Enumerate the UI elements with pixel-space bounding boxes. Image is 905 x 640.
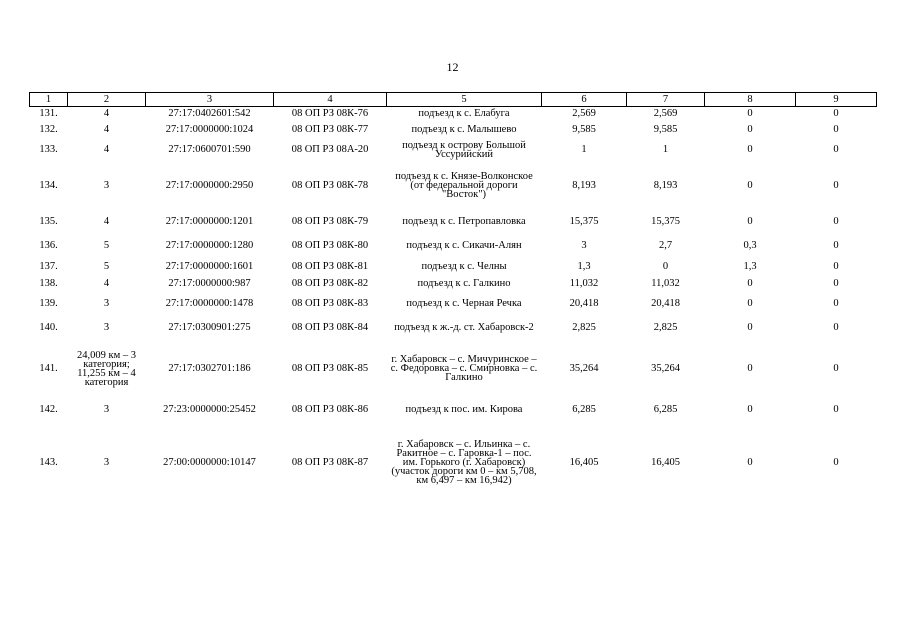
road-name: подъезд к с. Галкино — [417, 277, 511, 289]
header-col-7: 7 — [627, 93, 705, 107]
row-number: 139. — [39, 298, 58, 309]
road-id: 08 ОП РЗ 08К-78 — [291, 180, 369, 191]
gravel-length: 0 — [747, 123, 753, 135]
total-length: 8,193 — [572, 180, 596, 191]
road-name: подъезд к с. Елабуга — [418, 108, 510, 120]
road-category: 3 — [103, 457, 110, 468]
roads-table — [29, 92, 877, 504]
asphalt-length: 1 — [662, 144, 669, 155]
road-name: г. Хабаровск – с. Мичуринское – с. Федоровка – с. Смирновка – с. Галкино — [390, 354, 538, 383]
asphalt-length: 0 — [662, 260, 669, 272]
gravel-length: 0 — [747, 298, 753, 309]
cadastral-number: 27:17:0000000:2950 — [165, 180, 254, 191]
road-id: 08 ОП РЗ 08К-85 — [291, 363, 369, 374]
road-category: 24,009 км – 3 категория; 11,255 км – 4 категория — [77, 349, 136, 388]
road-id: 08 ОП РЗ 08К-83 — [291, 298, 369, 309]
table-row — [30, 316, 877, 340]
road-id: 08 ОП РЗ 08К-76 — [291, 108, 369, 120]
gravel-length: 0 — [747, 180, 753, 191]
road-name: подъезд к с. Челны — [421, 260, 507, 272]
gravel-length: 0 — [747, 144, 753, 155]
road-category: 4 — [103, 277, 110, 289]
table-row — [30, 292, 877, 316]
gravel-length: 0 — [747, 277, 753, 289]
asphalt-length: 35,264 — [651, 363, 680, 374]
road-id: 08 ОП РЗ 08К-77 — [291, 123, 369, 135]
road-category: 3 — [103, 404, 110, 415]
header-col-5: 5 — [387, 93, 542, 107]
road-category: 4 — [103, 144, 110, 155]
road-category: 3 — [103, 322, 110, 333]
earth-length: 0 — [833, 404, 839, 415]
road-category: 5 — [103, 240, 110, 251]
table-row — [30, 138, 877, 162]
asphalt-length: 11,032 — [651, 277, 680, 289]
row-number: 138. — [39, 277, 58, 289]
row-number: 131. — [39, 108, 58, 120]
table-row — [30, 258, 877, 275]
earth-length: 0 — [833, 457, 839, 468]
header-row — [30, 93, 877, 107]
road-name: подъезд к ж.-д. ст. Хабаровск-2 — [394, 322, 534, 333]
gravel-length: 0,3 — [743, 240, 757, 251]
row-number: 136. — [39, 240, 58, 251]
road-id: 08 ОП РЗ 08А-20 — [291, 144, 369, 155]
road-id: 08 ОП РЗ 08К-80 — [291, 240, 369, 251]
header-col-3: 3 — [146, 93, 274, 107]
table-body — [30, 107, 877, 504]
gravel-length: 0 — [747, 404, 753, 415]
total-length: 15,375 — [569, 216, 599, 227]
earth-length: 0 — [833, 123, 839, 135]
road-id: 08 ОП РЗ 08К-86 — [291, 404, 369, 415]
road-name: г. Хабаровск – с. Ильинка – с. Ракитное – с. Гаровка-1 – пос. им. Горького (г. Хабаровск) (участок дороги км 0 – км 5,708, км 6,497 – км 16,942) — [391, 439, 537, 486]
road-name: подъезд к с. Князе-Волконское (от федеральной дороги "Восток") — [395, 171, 533, 200]
cadastral-number: 27:17:0000000:1024 — [165, 123, 254, 135]
gravel-length: 0 — [747, 322, 753, 333]
road-id: 08 ОП РЗ 08К-87 — [291, 457, 369, 468]
total-length: 3 — [581, 240, 587, 251]
road-id: 08 ОП РЗ 08К-81 — [291, 260, 369, 272]
earth-length: 0 — [833, 240, 839, 251]
earth-length: 0 — [833, 298, 839, 309]
earth-length: 0 — [833, 144, 839, 155]
road-category: 5 — [103, 260, 110, 272]
road-category: 3 — [103, 180, 110, 191]
table-row — [30, 121, 877, 138]
asphalt-length: 2,825 — [653, 322, 678, 333]
road-id: 08 ОП РЗ 08К-84 — [291, 322, 369, 333]
cadastral-number: 27:17:0402601:542 — [168, 108, 251, 120]
row-number: 133. — [39, 144, 58, 155]
header-col-9: 9 — [796, 93, 877, 107]
road-name: подъезд к с. Черная Речка — [406, 298, 522, 309]
asphalt-length: 2,569 — [653, 108, 678, 120]
earth-length: 0 — [833, 277, 839, 289]
road-category: 4 — [103, 108, 110, 120]
earth-length: 0 — [833, 180, 839, 191]
asphalt-length: 2,7 — [658, 240, 673, 251]
table-row — [30, 275, 877, 292]
header-col-8: 8 — [705, 93, 796, 107]
total-length: 2,825 — [572, 322, 596, 333]
row-number: 143. — [39, 457, 58, 468]
cadastral-number: 27:17:0000000:1478 — [165, 298, 254, 309]
total-length: 11,032 — [569, 277, 599, 289]
gravel-length: 0 — [747, 457, 753, 468]
cadastral-number: 27:17:0300901:275 — [168, 322, 251, 333]
cadastral-number: 27:17:0600701:590 — [168, 144, 251, 155]
asphalt-length: 16,405 — [651, 457, 680, 468]
asphalt-length: 9,585 — [653, 123, 678, 135]
cadastral-number: 27:17:0000000:1201 — [165, 216, 254, 227]
total-length: 35,264 — [569, 363, 599, 374]
earth-length: 0 — [833, 108, 839, 120]
earth-length: 0 — [833, 322, 839, 333]
total-length: 9,585 — [572, 123, 596, 135]
road-name: подъезд к с. Малышево — [411, 123, 517, 135]
cadastral-number: 27:17:0000000:987 — [168, 277, 251, 289]
header-col-4: 4 — [274, 93, 387, 107]
asphalt-length: 15,375 — [651, 216, 680, 227]
road-id: 08 ОП РЗ 08К-79 — [291, 216, 369, 227]
row-number: 134. — [39, 180, 58, 191]
table-row — [30, 422, 877, 504]
earth-length: 0 — [833, 216, 839, 227]
asphalt-length: 8,193 — [653, 180, 678, 191]
gravel-length: 1,3 — [743, 260, 757, 272]
table-header — [30, 93, 877, 107]
road-id: 08 ОП РЗ 08К-82 — [291, 277, 369, 289]
earth-length: 0 — [833, 363, 839, 374]
row-number: 135. — [39, 216, 58, 227]
cadastral-number: 27:17:0302701:186 — [168, 363, 251, 374]
total-length: 1 — [581, 144, 587, 155]
total-length: 2,569 — [572, 108, 596, 120]
table-row — [30, 234, 877, 258]
cadastral-number: 27:23:0000000:25452 — [163, 404, 256, 415]
total-length: 6,285 — [572, 404, 596, 415]
gravel-length: 0 — [747, 108, 753, 120]
header-col-6: 6 — [542, 93, 627, 107]
earth-length: 0 — [833, 260, 839, 272]
asphalt-length: 6,285 — [653, 404, 678, 415]
cadastral-number: 27:17:0000000:1601 — [165, 260, 254, 272]
table-row — [30, 107, 877, 121]
row-number: 137. — [39, 260, 58, 272]
road-name: подъезд к с. Сикачи-Алян — [406, 240, 522, 251]
gravel-length: 0 — [747, 363, 753, 374]
total-length: 20,418 — [569, 298, 599, 309]
header-col-2: 2 — [68, 93, 146, 107]
row-number: 141. — [39, 363, 58, 374]
cadastral-number: 27:00:0000000:10147 — [163, 457, 256, 468]
total-length: 1,3 — [577, 260, 591, 272]
table-row — [30, 398, 877, 422]
table-row — [30, 210, 877, 234]
road-name: подъезд к пос. им. Кирова — [405, 404, 523, 415]
table-row — [30, 340, 877, 398]
road-name: подъезд к с. Петропавловка — [402, 216, 526, 227]
row-number: 140. — [39, 322, 58, 333]
row-number: 142. — [39, 404, 58, 415]
page-number: 12 — [446, 60, 459, 74]
header-col-1: 1 — [30, 93, 68, 107]
road-category: 4 — [103, 216, 110, 227]
table-row — [30, 162, 877, 210]
total-length: 16,405 — [569, 457, 599, 468]
row-number: 132. — [39, 123, 58, 135]
asphalt-length: 20,418 — [651, 298, 680, 309]
cadastral-number: 27:17:0000000:1280 — [165, 240, 254, 251]
road-name: подъезд к острову Большой Уссурийский — [402, 139, 526, 160]
gravel-length: 0 — [747, 216, 753, 227]
road-category: 4 — [103, 123, 110, 135]
road-category: 3 — [103, 298, 110, 309]
